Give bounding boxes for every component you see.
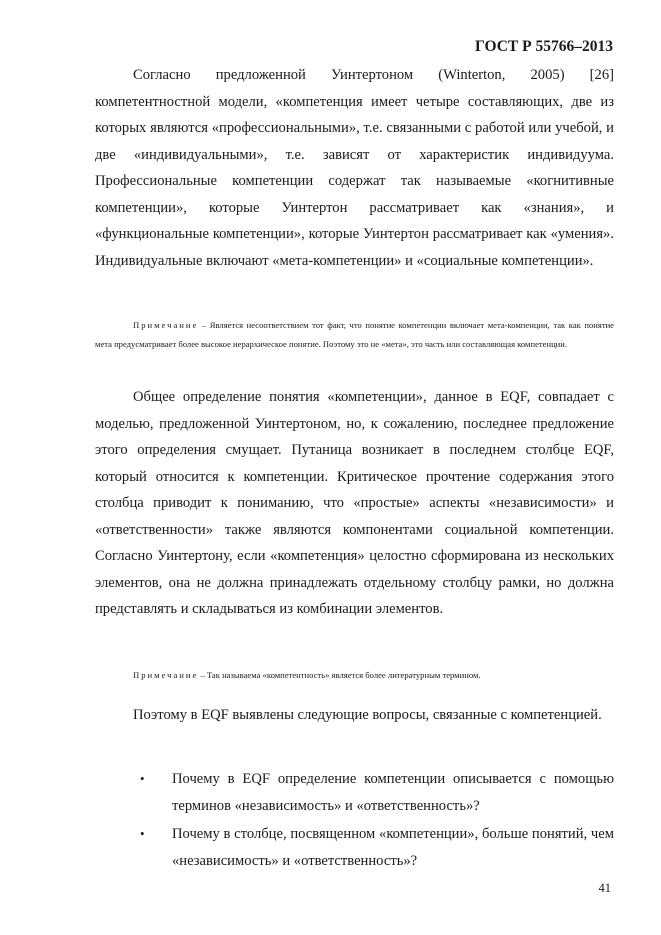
paragraph-eqf-definition: Общее определение понятия «компетенции», данное в EQF, совпадает с моделью, предложенной Уинтертоном, но, к сожалению, последнее предложение этого определения смущает. Путаница возникает в последнем столбце EQF, который относится к компетенции. Критическое прочтение содержания этого столбца приводит к пониманию, что «простые» аспекты «независимости» и «ответственности» также являются компонентами социальной компетенции. Согласно Уинтертону, если «компетенция» целостно сформирована из нескольких элементов, она не должна принадлежать отдельному столбцу рамки, но должна представлять и складываться из комбинации элементов. xyxy=(95,389,614,617)
note-1 xyxy=(95,316,614,354)
note-2 xyxy=(95,666,614,685)
bullet-icon: • xyxy=(140,771,145,786)
page-number: 41 xyxy=(598,881,611,895)
list-item-text: Почему в EQF определение компетенции описывается с помощью терминов «независимость» и «ответственность»? xyxy=(172,771,614,814)
question-list xyxy=(140,766,614,876)
document-header: ГОСТ Р 55766–2013 xyxy=(475,38,613,55)
note-text: – Так называема «компетентность» является более литературным термином. xyxy=(198,670,481,680)
list-item xyxy=(140,821,614,874)
bullet-icon: • xyxy=(140,826,145,841)
list-item xyxy=(140,766,614,819)
list-item-text: Почему в столбце, посвященном «компетенции», больше понятий, чем «независимость» и «ответственность»? xyxy=(172,826,614,869)
note-label: Примечание xyxy=(133,320,199,330)
paragraph-winterton-model: Согласно предложенной Уинтертоном (Winterton, 2005) [26] компетентностной модели, «компетенция имеет четыре составляющих, две из которых являются «профессиональными», т.е. связанными с работой или учебой, и две «индивидуальными», т.е. зависят от характеристик индивидуума. Профессиональные компетенции содержат так называемые «когнитивные компетенции», которые Уинтертон рассматривает как «знания», и «функциональные компетенции», которые Уинтертон рассматривает как «умения». Индивидуальные включают «мета-компетенции» и «социальные компетенции». xyxy=(95,67,614,269)
paragraph-eqf-questions: Поэтому в EQF выявлены следующие вопросы, связанные с компетенцией. xyxy=(133,707,602,723)
note-text: – Является несоответствием тот факт, что понятие компетенции включает мета-компенции, так как понятие мета предусматривает более высокое иерархическое понятие. Поэтому это не «мета», это часть или составляющая компетенции. xyxy=(95,320,614,349)
note-label: Примечание xyxy=(133,670,199,680)
